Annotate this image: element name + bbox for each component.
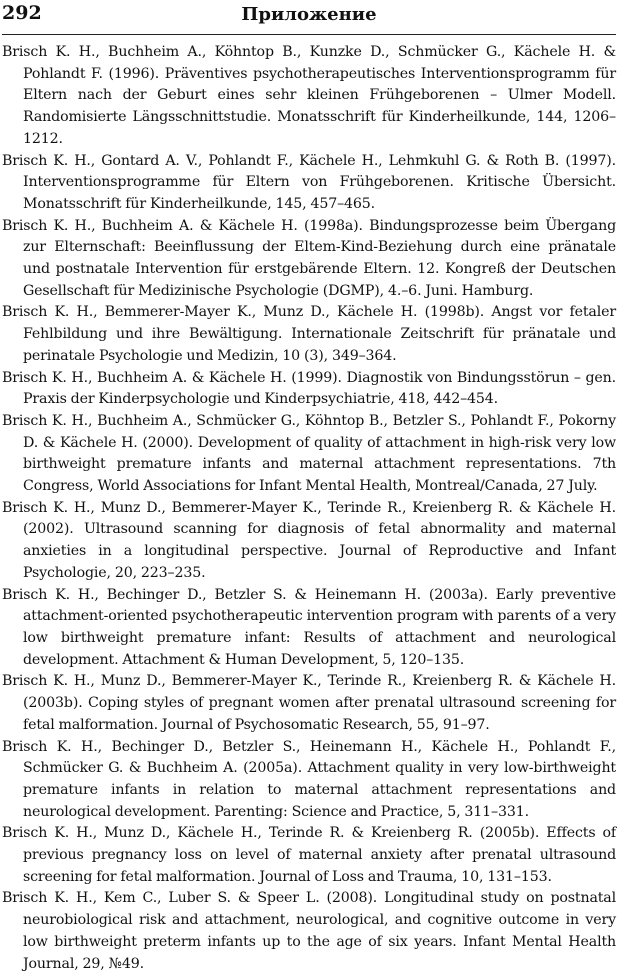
reference-entry: Brisch K. H., Munz D., Kächele H., Terinde R. & Kreienberg R. (2005b). Effects of previous pregnancy loss on level of maternal anxiety after prenatal ultrasound screening for fetal malformation. Journal of Loss and Trauma, 10, 131–153. (2, 825, 616, 885)
reference-entry: Brisch K. H., Kem C., Luber S. & Speer L. (2008). Longitudinal study on postnatal neurobiological risk and attachment, neurological, and cognitive outcome in very low birthweight preterm infants up to the age of six years. Infant Mental Health Journal, 29, №49. (2, 890, 616, 972)
reference-entry: Brisch K. H., Buchheim A. & Kächele H. (1999). Diagnostik von Bindungsstörun – gen. Praxis der Kinderpsychologie und Kinderpsychiatrie, 418, 442–454. (2, 369, 616, 408)
reference-entry: Brisch K. H., Bemmerer-Mayer K., Munz D., Kächele H. (1998b). Angst vor fetaler Fehlbildung und ihre Bewältigung. Internationale Zeitschrift für pränatale und perinatale Psychologie und Medizin, 10 (3), 349–364. (2, 304, 616, 364)
reference-entry: Brisch K. H., Munz D., Bemmerer-Mayer K., Terinde R., Kreienberg R. & Kächele H. (2002). Ultrasound scanning for diagnosis of fetal abnormality and maternal anxieties in a longitudinal perspective. Journal of Reproductive and Infant Psychologie, 20, 223–235. (2, 499, 616, 581)
reference-entry: Brisch K. H., Munz D., Bemmerer-Mayer K., Terinde R., Kreienberg R. & Kächele H. (2003b). Coping styles of pregnant women after prenatal ultrasound screening for fetal malformation. Journal of Psychosomatic Research, 55, 91–97. (2, 673, 616, 733)
reference-entry: Brisch K. H., Bechinger D., Betzler S. & Heinemann H. (2003a). Early preventive attachment-oriented psychotherapeutic intervention program with parents of a very low birthweight premature infant: Results of attachment and neurological development. Attachment & Human Development, 5, 120–135. (2, 586, 616, 668)
running-title: Приложение (241, 4, 377, 25)
page-header (2, 0, 616, 35)
reference-entry: Brisch K. H., Bechinger D., Betzler S., Heinemann H., Kächele H., Pohlandt F., Schmücker G. & Buchheim A. (2005a). Attachment quality in very low-birthweight premature infants in relation to maternal attachment representations and neurological development. Parenting: Science and Practice, 5, 311–331. (2, 738, 616, 820)
reference-list (2, 42, 616, 975)
reference-entry: Brisch K. H., Buchheim A. & Kächele H. (1998a). Bindungsprozesse beim Übergang zur Elternschaft: Beeinflussung der Eltem-Kind-Beziehung durch eine pränatale und postnatale Intervention für erstgebärende Eltern. 12. Kongreß der Deutschen Gesellschaft für Medizinische Psychologie (DGMP), 4.–6. Juni. Hamburg. (2, 217, 616, 299)
reference-entry: Brisch K. H., Buchheim A., Schmücker G., Köhntop B., Betzler S., Pohlandt F., Pokorny D. & Kächele H. (2000). Development of quality of attachment in high-risk very low birthweight premature infants and maternal attachment representations. 7th Congress, World Associations for Infant Mental Health, Montreal/Canada, 27 July. (2, 412, 616, 495)
reference-entry: Brisch K. H., Gontard A. V., Pohlandt F., Kächele H., Lehmkuhl G. & Roth B. (1997). Interventionsprogramme für Eltern von Frühgeborenen. Kritische Übersicht. Monatsschrift für Kinderheilkunde, 145, 457–465. (2, 152, 616, 212)
page-number: 292 (2, 2, 42, 24)
reference-entry: Brisch K. H., Buchheim A., Köhntop B., Kunzke D., Schmücker G., Kächele H. & Pohlandt F. (1996). Präventives psychotherapeutisches Interventionsprogramm für Eltern nach der Geburt eines sehr kleinen Frühgeborenen – Ulmer Modell. Randomisierte Längsschnittstudie. Monatsschrift für Kinderheilkunde, 144, 1206–1212. (2, 44, 616, 147)
